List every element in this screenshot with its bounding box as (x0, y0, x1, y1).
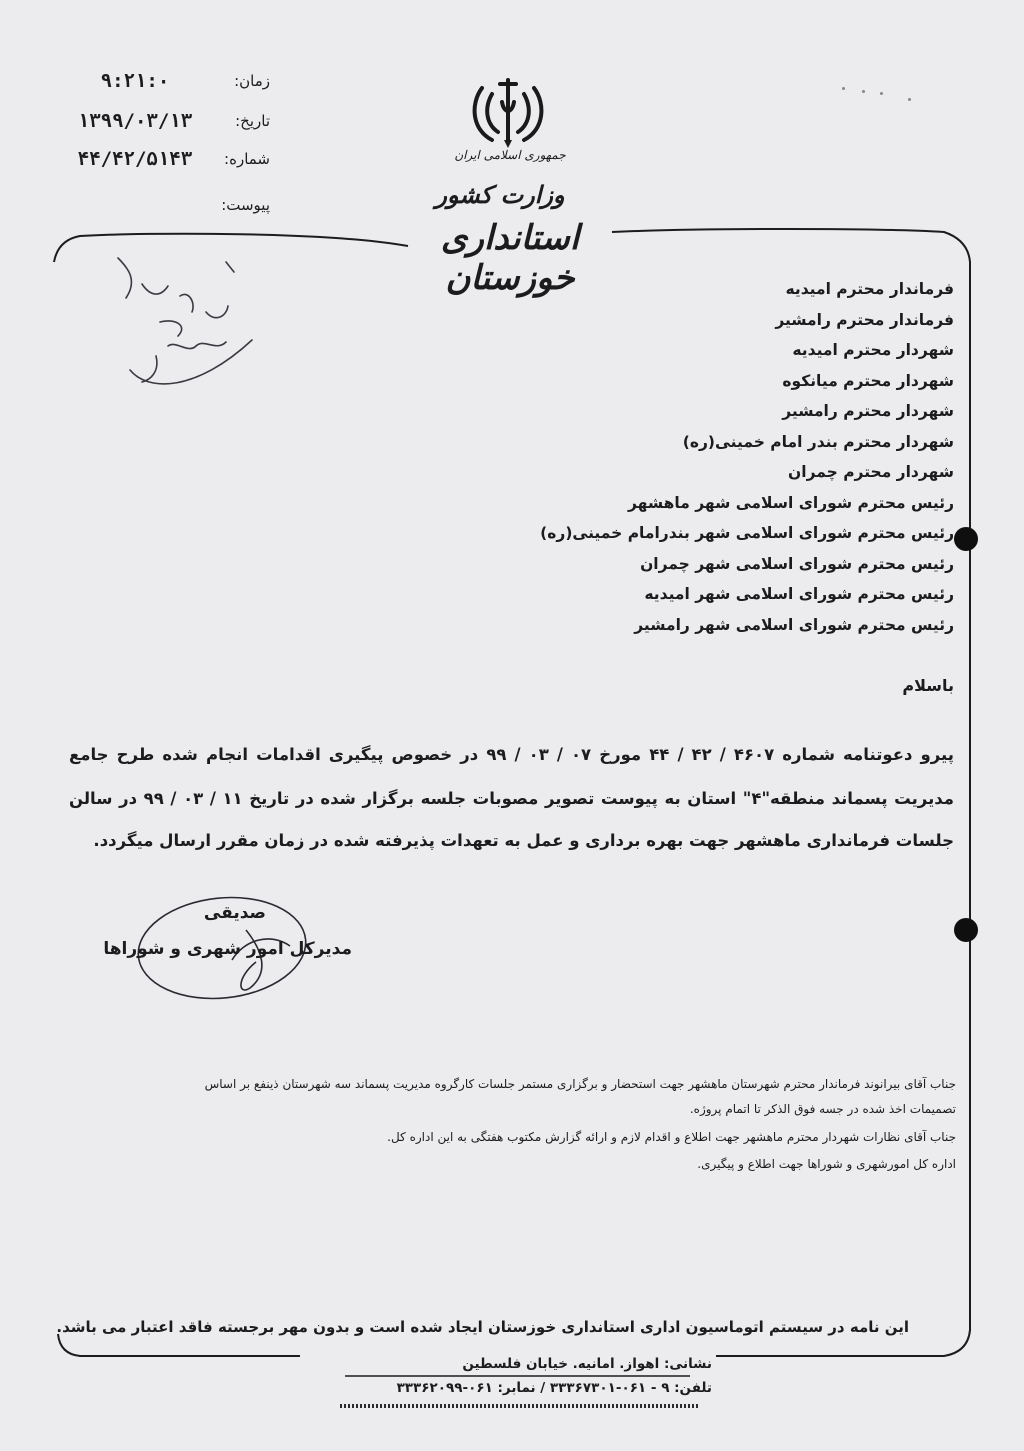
date-value: ۱۳۹۹/۰۳/۱۳ (77, 110, 193, 132)
body-line: پیرو دعوتنامه شماره ۴۶۰۷ / ۴۲ / ۴۴ مورخ ۰۷ / ۰۳ / ۹۹ در خصوص پیگیری اقدامات انجام شده طرح جامع (69, 745, 954, 764)
phone-line: تلفن: ۹ - ۰۶۱-۳۳۳۶۷۳۰۱ / نمابر: ۰۶۱-۳۳۳۶۲۰۹۹ (396, 1380, 712, 1396)
cc-line: جناب آقای بیرانوند فرماندار محترم شهرستان ماهشهر جهت استحضار و برگزاری مستمر جلسات کارگروه مدیریت پسماند سه شهرستان ذینفع بر اساس (204, 1077, 956, 1091)
validity-note: این نامه در سیستم اتوماسیون اداری استانداری خوزستان ایجاد شده است و بدون مهر برجسته فاقد اعتبار می باشد. (56, 1318, 909, 1336)
cc-line: تصمیمات اخذ شده در جسه فوق الذکر تا اتمام پروژه. (689, 1102, 956, 1116)
scan-speck (842, 87, 845, 90)
recipient-item: رئیس محترم شورای اسلامی شهر چمران (640, 554, 954, 573)
recipient-item: رئیس محترم شورای اسلامی شهر رامشیر (634, 615, 954, 634)
recipient-item: فرماندار محترم امیدیه (785, 280, 954, 298)
scan-speck (862, 90, 865, 93)
punch-hole (954, 527, 978, 551)
governorate-title: استانداری خوزستان (440, 218, 580, 298)
recipient-item: فرماندار محترم رامشیر (775, 310, 954, 329)
republic-title: جمهوری اسلامی ایران (454, 148, 566, 162)
recipient-item: شهردار محترم بندر امام خمینی(ره) (682, 432, 954, 451)
number-label: شماره: (224, 150, 270, 168)
recipient-item: شهردار محترم رامشیر (782, 402, 954, 420)
recipient-item: شهردار محترم چمران (788, 463, 954, 481)
time-label: زمان: (234, 72, 270, 90)
body-line: مدیریت پسماند منطقه"۴" استان به پیوست تصویر مصوبات جلسه برگزار شده در تاریخ ۱۱ / ۰۳ / ۹۹ در سالن (69, 789, 955, 808)
recipient-item: رئیس محترم شورای اسلامی شهر بندرامام خمینی(ره) (540, 524, 954, 542)
handwritten-annotation (118, 258, 252, 384)
recipient-list (534, 274, 954, 640)
ministry-title: وزارت کشور (435, 180, 565, 209)
time-value: ۹:۲۱:۰ (100, 70, 170, 92)
date-label: تاریخ: (235, 112, 270, 130)
cc-line: اداره کل امورشهری و شوراها جهت اطلاع و پیگیری. (697, 1157, 956, 1171)
scan-speck (908, 98, 911, 101)
recipient-item: رئیس محترم شورای اسلامی شهر امیدیه (644, 585, 954, 603)
recipient-item: رئیس محترم شورای اسلامی شهر ماهشهر (628, 493, 954, 512)
address-line: نشانی: اهواز. امانیه. خیابان فلسطین (462, 1356, 712, 1372)
signatory-name: صدیقی (203, 903, 266, 923)
body-line: جلسات فرمانداری ماهشهر جهت بهره برداری و عمل به تعهدات پذیرفته شده در زمان مقرر ارسال میگردد. (93, 831, 954, 850)
number-value: ۴۴/۴۲/۵۱۴۳ (77, 148, 193, 170)
recipient-item: شهردار محترم میانکوه (782, 371, 954, 390)
recipient-item: شهردار محترم امیدیه (792, 341, 954, 359)
punch-hole (954, 918, 978, 942)
scan-speck (880, 92, 883, 95)
signatory-title: مدیرکل امور شهری و شوراها (103, 939, 352, 959)
attachment-label: پیوست: (221, 196, 270, 214)
greeting: باسلام (902, 676, 954, 695)
cc-line: جناب آقای نظارات شهردار محترم ماهشهر جهت اطلاع و اقدام لازم و ارائه گزارش مکتوب هفتگی به این اداره کل. (387, 1130, 956, 1144)
